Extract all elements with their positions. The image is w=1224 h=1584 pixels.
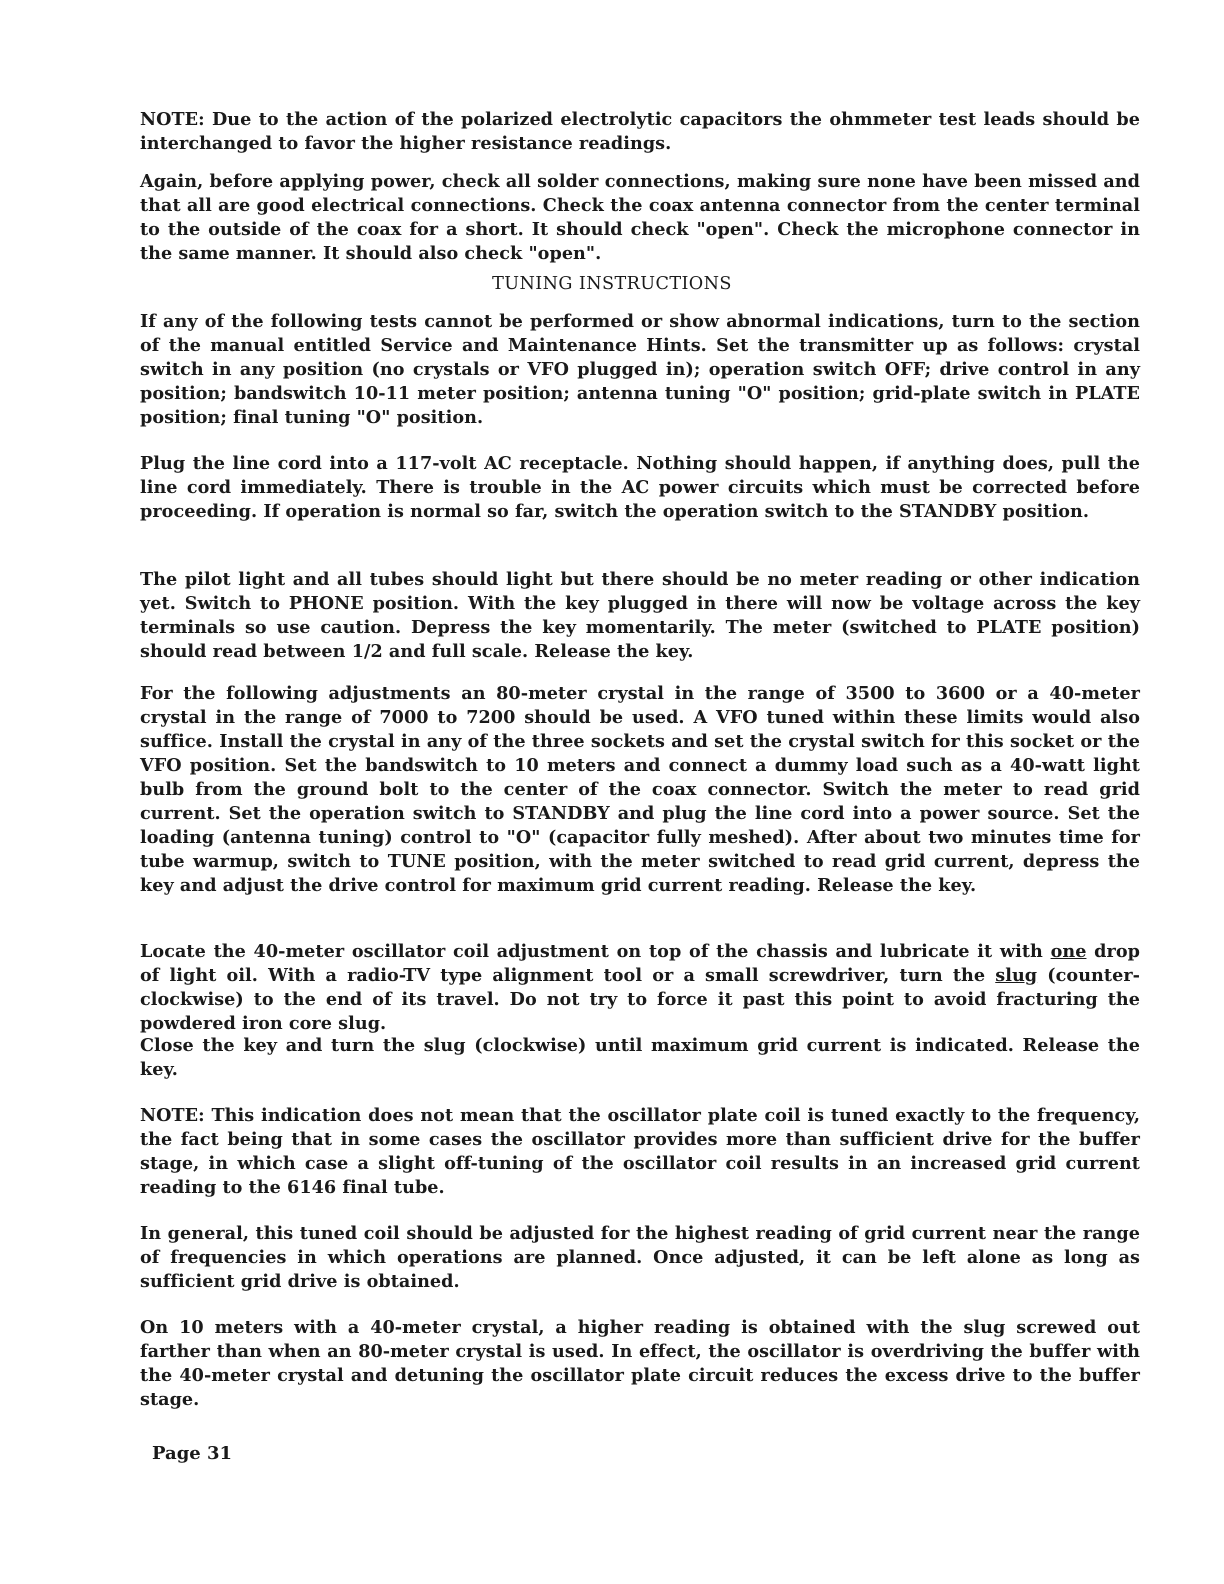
oscillator-coil-text-b: drop of light oil. With a radio-TV type alignment tool or a small screwdriver, turn the	[140, 941, 1140, 986]
oscillator-coil-paragraph	[140, 940, 1140, 1036]
underlined-word-slug: slug	[995, 965, 1038, 986]
oscillator-coil-text-c: (counter-clockwise) to the end of its travel. Do not try to force it past this point to avoid fracturing the powdered iron core slug.	[140, 965, 1140, 1034]
line-cord-paragraph: Plug the line cord into a 117-volt AC receptacle. Nothing should happen, if anything does, pull the line cord immediately. There is trouble in the AC power circuits which must be corrected before proceeding. If operation is normal so far, switch the operation switch to the STANDBY position.	[140, 453, 1140, 522]
adjustments-paragraph: For the following adjustments an 80-meter crystal in the range of 3500 to 3600 or a 40-meter crystal in the range of 7000 to 7200 should be used. A VFO tuned within these limits would also suffice. Install the crystal in any of the three sockets and set the crystal switch for this socket or the VFO position. Set the bandswitch to 10 meters and connect a dummy load such as a 40-watt light bulb from the ground bolt to the center of the coax connector. Switch the meter to read grid current. Set the operation switch to STANDBY and plug the line cord into a power source. Set the loading (antenna tuning) control to "O" (capacitor fully meshed). After about two minutes time for tube warmup, switch to TUNE position, with the meter switched to read grid current, depress the key and adjust the drive control for maximum grid current reading. Release the key.	[140, 683, 1140, 896]
close-key-paragraph: Close the key and turn the slug (clockwise) until maximum grid current is indicated. Release the key.	[140, 1035, 1140, 1080]
pilot-light-paragraph: The pilot light and all tubes should light but there should be no meter reading or other indication yet. Switch to PHONE position. With the key plugged in there will now be voltage across the key terminals so use caution. Depress the key momentarily. The meter (switched to PLATE position) should read between 1/2 and full scale. Release the key.	[140, 569, 1140, 662]
transmitter-setup-paragraph: If any of the following tests cannot be performed or show abnormal indications, turn to the section of the manual entitled Service and Maintenance Hints. Set the transmitter up as follows: crystal switch in any position (no crystals or VFO plugged in); operation switch OFF; drive control in any position; bandswitch 10-11 meter position; antenna tuning "O" position; grid-plate switch in PLATE position; final tuning "O" position.	[140, 311, 1140, 428]
note-capacitors-paragraph: NOTE: Due to the action of the polarized electrolytic capacitors the ohmmeter test leads should be interchanged to favor the higher resistance readings.	[140, 109, 1140, 154]
underlined-word-one: one	[1050, 941, 1087, 962]
pre-power-check-paragraph: Again, before applying power, check all solder connections, making sure none have been missed and that all are good electrical connections. Check the coax antenna connector from the center terminal to the outside of the coax for a short. It should check "open". Check the microphone connector in the same manner. It should also check "open".	[140, 171, 1140, 264]
general-adjustment-paragraph: In general, this tuned coil should be adjusted for the highest reading of grid current near the range of frequencies in which operations are planned. Once adjusted, it can be left alone as long as sufficient grid drive is obtained.	[140, 1223, 1140, 1292]
note-indication-paragraph: NOTE: This indication does not mean that the oscillator plate coil is tuned exactly to the frequency, the fact being that in some cases the oscillator provides more than sufficient drive for the buffer stage, in which case a slight off-tuning of the oscillator coil results in an increased grid current reading to the 6146 final tube.	[140, 1105, 1140, 1198]
oscillator-coil-text-a: Locate the 40-meter oscillator coil adjustment on top of the chassis and lubricate it with	[140, 941, 1051, 962]
ten-meters-paragraph: On 10 meters with a 40-meter crystal, a higher reading is obtained with the slug screwed out farther than when an 80-meter crystal is used. In effect, the oscillator is overdriving the buffer with the 40-meter crystal and detuning the oscillator plate circuit reduces the excess drive to the buffer stage.	[140, 1317, 1140, 1410]
section-heading: TUNING INSTRUCTIONS	[492, 274, 732, 294]
page-number: Page 31	[152, 1443, 233, 1464]
